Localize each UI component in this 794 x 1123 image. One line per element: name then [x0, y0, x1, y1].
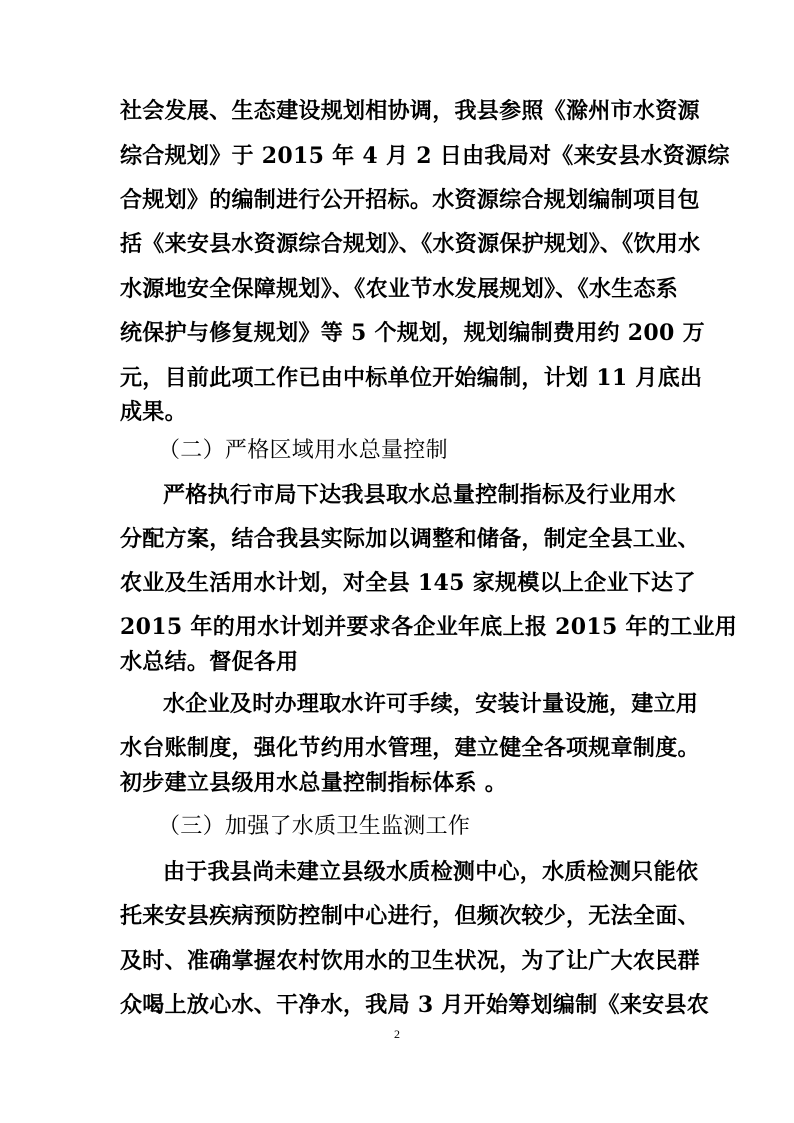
body-text-line: 众喝上放心水、干净水，我局 3 月开始筹划编制《来安县农 [120, 992, 710, 1018]
body-text-line: 元，目前此项工作已由中标单位开始编制，计划 11 月底出 [120, 365, 703, 391]
section-heading: （三）加强了水质卫生监测工作 [158, 814, 471, 839]
paragraph-first-line: 水企业及时办理取水许可手续，安装计量设施，建立用 [163, 691, 699, 717]
paragraph-first-line: 由于我县尚未建立县级水质检测中心，水质检测只能依 [163, 859, 699, 885]
body-text-line: 水台账制度，强化节约用水管理，建立健全各项规章制度。 [120, 735, 700, 761]
section-heading: （二）严格区域用水总量控制 [158, 438, 448, 463]
body-text-line: 成果。 [120, 399, 187, 425]
body-text-line: 初步建立县级用水总量控制指标体系 。 [120, 770, 508, 796]
body-text-line: 分配方案，结合我县实际加以调整和储备，制定全县工业、 [120, 526, 700, 552]
body-text-line: 水源地安全保障规划》、《农业节水发展规划》、《水生态系 [120, 276, 679, 302]
body-text-line: 综合规划》于 2015 年 4 月 2 日由我局对《来安县水资源综 [120, 143, 730, 169]
page-number: 2 [394, 1027, 400, 1041]
body-text-line: 及时、准确掌握农村饮用水的卫生状况，为了让广大农民群 [120, 948, 700, 974]
body-text-line: 括《来安县水资源综合规划》、《水资源保护规划》、《饮用水 [120, 231, 701, 257]
body-text-line: 农业及生活用水计划，对全县 145 家规模以上企业下达了 [120, 570, 696, 596]
body-text-line: 托来安县疾病预防控制中心进行，但频次较少，无法全面、 [120, 903, 700, 929]
body-text-line: 社会发展、生态建设规划相协调，我县参照《滁州市水资源 [120, 98, 700, 124]
body-text-line: 合规划》的编制进行公开招标。水资源综合规划编制项目包 [120, 187, 700, 213]
body-text-line: 2015 年的用水计划并要求各企业年底上报 2015 年的工业用 [120, 614, 738, 640]
body-text-line: 统保护与修复规划》等 5 个规划，规划编制费用约 200 万 [120, 320, 705, 346]
paragraph-first-line: 严格执行市局下达我县取水总量控制指标及行业用水 [163, 482, 676, 508]
body-text-line: 水总结。督促各用 [120, 649, 299, 675]
